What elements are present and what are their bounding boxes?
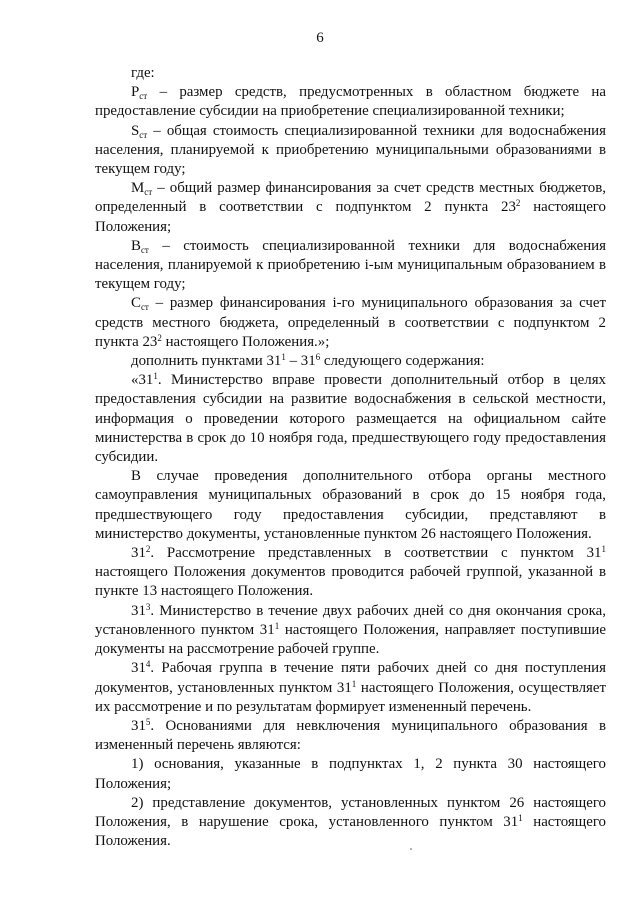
- superscript: 5: [145, 716, 151, 727]
- text-run: В: [131, 237, 141, 254]
- superscript: 2: [515, 198, 521, 209]
- text-run: 31: [131, 602, 146, 619]
- superscript: 1: [351, 678, 357, 689]
- paragraph: [95, 717, 606, 755]
- text-run: настоящего Положения.»;: [161, 333, 330, 350]
- subscript: ст: [139, 91, 148, 102]
- text-run: . Рассмотрение представленных в соответствии с пунктом 31: [150, 545, 602, 562]
- subscript: ст: [139, 129, 148, 140]
- text-run: . Рабочая группа в течение пяти рабочих дней со дня поступления документов, установленных пунктом 31: [95, 660, 606, 696]
- superscript: 1: [281, 352, 286, 363]
- superscript: 1: [153, 371, 158, 382]
- scan-speck: [410, 848, 412, 850]
- text-run: 2) представление документов, установленных пунктом 26 настоящего Положения, в нарушение срока, установленного пунктом 31: [95, 794, 606, 830]
- superscript: 4: [145, 659, 151, 670]
- superscript: 3: [145, 601, 151, 612]
- paragraph: [95, 755, 606, 793]
- text-run: – общий размер финансирования за счет средств местных бюджетов, определенный в соответствии с подпунктом 2 пункта 23: [95, 180, 606, 216]
- text-run: S: [131, 122, 140, 139]
- paragraph: [95, 122, 606, 180]
- page-number: 6: [316, 30, 324, 46]
- text-run: 31: [131, 660, 146, 677]
- paragraph: [95, 64, 606, 83]
- subscript: ст: [140, 302, 149, 313]
- text-run: настоящего Положения.: [95, 813, 606, 850]
- paragraph: [95, 371, 606, 467]
- text-run: 31: [131, 717, 146, 734]
- subscript: ст: [144, 187, 153, 198]
- paragraph: [95, 294, 606, 352]
- superscript: 2: [157, 332, 162, 343]
- superscript: 1: [274, 620, 280, 631]
- superscript: 1: [601, 544, 606, 555]
- text-run: – стоимость специализированной техники для водоснабжения населения, планируемой к приобретению i-ым муниципальным образованием в текущем году;: [95, 237, 606, 293]
- text-run: С: [131, 295, 141, 312]
- text-run: где:: [131, 65, 155, 81]
- text-run: . Основаниями для невключения муниципального образования в измененный перечень являются:: [95, 717, 606, 754]
- paragraph: [95, 179, 606, 237]
- text-run: настоящего Положения, направляет поступившие документы на рассмотрение рабочей группе.: [95, 621, 606, 658]
- text-run: – размер средств, предусмотренных в областном бюджете на предоставление субсидии на приобретение специализированной техники;: [95, 84, 606, 120]
- paragraph: [95, 794, 606, 852]
- superscript: 1: [518, 812, 523, 823]
- text-run: настоящего Положения;: [95, 199, 606, 235]
- text-run: – общая стоимость специализированной техники для водоснабжения населения, планируемой к приобретению муниципальными образованиями в текущем году;: [95, 122, 606, 178]
- text-run: 31: [131, 545, 146, 562]
- paragraph: [95, 352, 606, 371]
- text-run: «31: [131, 372, 154, 389]
- text-run: . Министерство в течение двух рабочих дней со дня окончания срока, установленного пунктом 31: [95, 602, 606, 638]
- paragraph: [95, 237, 606, 295]
- text-run: дополнить пунктами 31: [131, 353, 282, 370]
- text-run: настоящего Положения, осуществляет их рассмотрение и по результатам формирует измененный перечень.: [95, 679, 606, 715]
- text-run: – размер финансирования i-го муниципального образования за счет средств местного бюджета, определенный в соответствии с подпунктом 2 пункта 23: [95, 295, 606, 350]
- text-run: 1) основания, указанные в подпунктах 1, 2 пункта 30 настоящего Положения;: [95, 756, 606, 792]
- document-body: [95, 64, 606, 851]
- paragraph: [95, 602, 606, 660]
- text-run: М: [131, 180, 145, 197]
- paragraph: [95, 467, 606, 544]
- text-run: следующего содержания:: [320, 353, 485, 370]
- paragraph: [95, 659, 606, 717]
- subscript: ст: [140, 244, 149, 255]
- text-run: Р: [131, 84, 140, 101]
- superscript: 2: [145, 544, 151, 555]
- superscript: 6: [315, 352, 321, 363]
- text-run: . Министерство вправе провести дополнительный отбор в целях предоставления субсидии на развитие водоснабжения в сельской местности, информация о проведении которого размещается на официальном сайте министерства в срок до 10 ноября года, предшествующего году предоставления субсидии.: [95, 372, 606, 466]
- text-run: – 31: [285, 353, 316, 370]
- paragraph: [95, 544, 606, 602]
- text-run: В случае проведения дополнительного отбора органы местного самоуправления муниципальных образований в срок до 15 ноября года, предшествующего году предоставления субсидии, представляют в министерство документы, установленные пунктом 26 настоящего Положения.: [95, 468, 606, 542]
- paragraph: [95, 83, 606, 121]
- text-run: настоящего Положения документов проводится рабочей группой, указанной в пункте 13 настоящего Положения.: [95, 564, 606, 600]
